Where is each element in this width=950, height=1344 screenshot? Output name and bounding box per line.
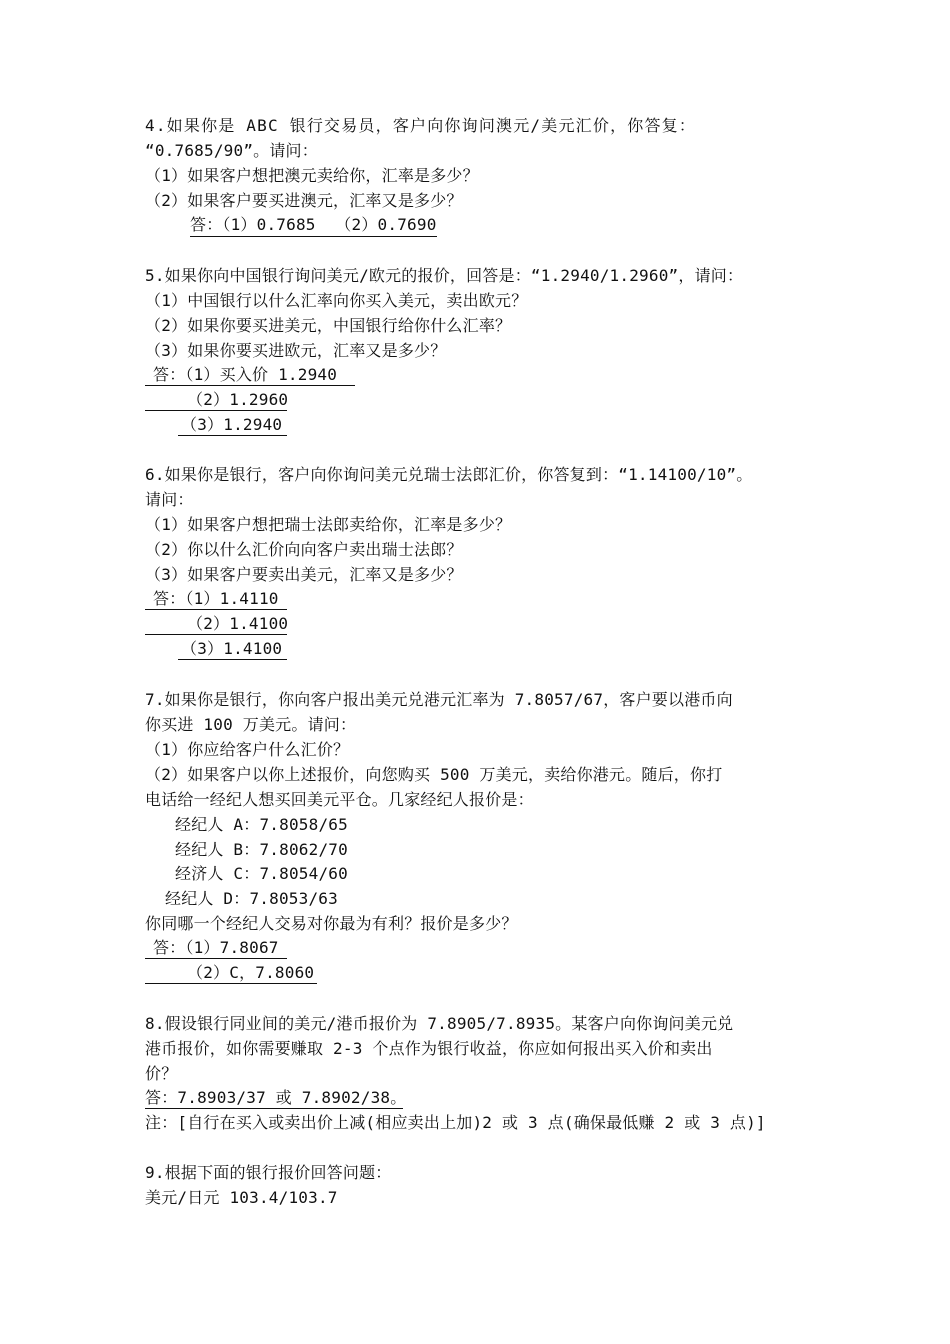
- q7-sub-2-line-1: （2）如果客户以你上述报价，向您购买 500 万美元，卖给你港元。随后，你打: [145, 765, 723, 784]
- q4-answer: 答：（1）0.7685 （2）0.7690: [190, 214, 437, 237]
- q6-answer-2: （2）1.4100: [145, 613, 287, 635]
- q8-line-1: 8.假设银行同业间的美元/港币报价为 7.8905/7.8935。某客户向你询问美元兑: [145, 1014, 734, 1033]
- q7-broker-c: 经济人 C：7.8054/60: [175, 864, 348, 883]
- q4-sub-1: （1）如果客户想把澳元卖给你，汇率是多少？: [145, 166, 479, 185]
- q5-sub-2: （2）如果你要买进美元，中国银行给你什么汇率？: [145, 316, 512, 335]
- q7-broker-b: 经纪人 B：7.8062/70: [175, 840, 348, 859]
- q6-line-2: 请问：: [145, 490, 194, 509]
- q9-line-1: 9.根据下面的银行报价回答问题：: [145, 1163, 392, 1182]
- q9-line-2: 美元/日元 103.4/103.7: [145, 1188, 338, 1207]
- q7-broker-d: 经纪人 D：7.8053/63: [165, 889, 338, 908]
- q6-sub-1: （1）如果客户想把瑞士法郎卖给你，汇率是多少？: [145, 515, 512, 534]
- q5-sub-3: （3）如果你要买进欧元，汇率又是多少？: [145, 341, 447, 360]
- q4-line-2: “0.7685/90”。请问：: [145, 141, 318, 160]
- q7-answer-1: 答：（1）7.8067: [145, 937, 287, 959]
- q7-broker-a: 经纪人 A：7.8058/65: [175, 815, 348, 834]
- q7-sub-1: （1）你应给客户什么汇价？: [145, 740, 350, 759]
- q6-answer-1: 答：（1）1.4110: [145, 588, 287, 610]
- q7-sub-2-line-2: 电话给一经纪人想买回美元平仓。几家经纪人报价是：: [145, 790, 534, 809]
- q8-note: 注：[自行在买入或卖出价上减(相应卖出上加)2 或 3 点(确保最低赚 2 或 3 点)]: [145, 1113, 766, 1132]
- q6-sub-2: （2）你以什么汇价向向客户卖出瑞士法郎？: [145, 540, 463, 559]
- q4-sub-2: （2）如果客户要买进澳元，汇率又是多少？: [145, 191, 463, 210]
- q7-line-1: 7.如果你是银行，你向客户报出美元兑港元汇率为 7.8057/67，客户要以港币向: [145, 690, 733, 709]
- q5-answer-1: 答：（1）买入价 1.2940: [145, 364, 355, 386]
- q8-line-3: 价？: [145, 1064, 178, 1083]
- q7-line-2: 你买进 100 万美元。请问：: [145, 715, 357, 734]
- q6-sub-3: （3）如果客户要卖出美元，汇率又是多少？: [145, 565, 463, 584]
- q8-answer: 答：7.8903/37 或 7.8902/38。: [145, 1088, 407, 1107]
- q4-line-1: 4.如果你是 ABC 银行交易员，客户向你询问澳元/美元汇价，你答复：: [145, 116, 697, 135]
- q7-question: 你同哪一个经纪人交易对你最为有利？报价是多少？: [145, 914, 518, 933]
- q5-answer-3: （3）1.2940: [178, 414, 287, 436]
- q5-sub-1: （1）中国银行以什么汇率向你买入美元，卖出欧元？: [145, 291, 528, 310]
- q6-answer-3: （3）1.4100: [178, 638, 287, 660]
- q5-line-1: 5.如果你向中国银行询问美元/欧元的报价，回答是：“1.2940/1.2960”，请问：: [145, 266, 744, 285]
- q7-answer-2: （2）C，7.8060: [145, 962, 317, 984]
- q8-line-2: 港币报价，如你需要赚取 2-3 个点作为银行收益，你应如何报出买入价和卖出: [145, 1039, 713, 1058]
- q5-answer-2: （2）1.2960: [145, 389, 287, 411]
- q6-line-1: 6.如果你是银行，客户向你询问美元兑瑞士法郎汇价，你答复到：“1.14100/10”。: [145, 465, 753, 484]
